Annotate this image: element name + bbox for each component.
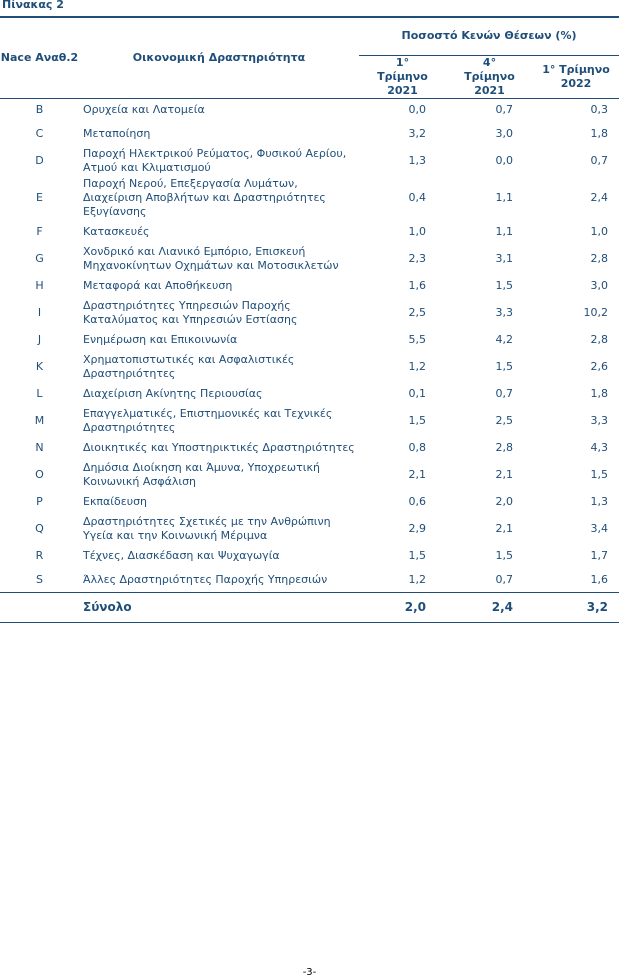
table-row [0, 98, 619, 122]
cell-code: P [36, 495, 43, 508]
cell-value-q1-2022: 1,6 [590, 572, 609, 586]
cell-value-q1-2021: 1,5 [408, 549, 426, 562]
cell-code: R [35, 549, 44, 562]
table-row [0, 122, 619, 146]
page-number: -3- [302, 967, 317, 978]
cell-value-q4-2021: 4,2 [495, 333, 513, 346]
cell-code: Q [35, 522, 44, 535]
cell-value-q1-2022: 1,0 [590, 225, 609, 238]
cell-value-q4-2021: 0,7 [495, 387, 513, 400]
cell-code-empty [0, 592, 79, 622]
cell-activity: Εκπαίδευση [83, 495, 148, 508]
cell-value-q1-2021: 3,2 [408, 127, 426, 140]
cell-activity: Παροχή Νερού, Επεξεργασία Λυμάτων, Διαχείριση Αποβλήτων και Δραστηριότητες Εξυγίανσης [83, 177, 326, 218]
cell-activity: Τέχνες, Διασκέδαση και Ψυχαγωγία [83, 549, 280, 562]
table-row [0, 406, 619, 436]
cell-value-q4-2021: 0,0 [495, 154, 513, 167]
cell-activity: Δραστηριότητες Υπηρεσιών Παροχής Καταλύματος και Υπηρεσιών Εστίασης [83, 299, 298, 326]
cell-code: I [37, 306, 42, 319]
cell-value-q1-2022: 1,7 [590, 549, 609, 562]
cell-code: J [37, 333, 42, 346]
cell-activity: Διοικητικές και Υποστηρικτικές Δραστηριότητες [83, 441, 355, 454]
cell-value-q1-2022: 2,4 [590, 191, 609, 204]
table-row [0, 568, 619, 592]
cell-value-q4-2021: 1,1 [495, 225, 513, 238]
cell-value-q1-2021: 1,2 [408, 360, 426, 373]
table-row [0, 460, 619, 490]
cell-value-q1-2022: 4,3 [590, 441, 609, 454]
cell-value-q1-2022: 1,8 [590, 387, 609, 400]
cell-activity: Δραστηριότητες Σχετικές με την Ανθρώπινη Υγεία και την Κοινωνική Μέριμνα [83, 515, 331, 542]
table-row [0, 382, 619, 406]
table-row [0, 220, 619, 244]
cell-value-q4-2021: 0,7 [495, 572, 513, 586]
cell-value-q4-2021: 3,0 [495, 127, 513, 140]
cell-value-q1-2021: 2,1 [408, 468, 426, 481]
vacancy-table [0, 16, 619, 623]
cell-value-q1-2022: 2,8 [590, 333, 609, 346]
cell-value-q4-2021: 2,5 [495, 414, 513, 427]
table-body [0, 98, 619, 622]
cell-value-q1-2022: 1,3 [590, 495, 609, 508]
cell-activity: Χονδρικό και Λιανικό Εμπόριο, Επισκευή Μηχανοκίνητων Οχημάτων και Μοτοσικλετών [83, 245, 339, 272]
table-row [0, 544, 619, 568]
cell-value-q4-2021: 2,8 [495, 441, 513, 454]
cell-code: K [35, 360, 44, 373]
cell-activity: Ενημέρωση και Επικοινωνία [83, 333, 238, 346]
cell-activity: Χρηματοπιστωτικές και Ασφαλιστικές Δραστηριότητες [83, 353, 295, 380]
total-q1-2021: 2,0 [359, 592, 446, 622]
cell-code: N [35, 441, 44, 454]
cell-code: L [36, 387, 43, 400]
cell-value-q1-2021: 1,5 [408, 414, 426, 427]
cell-code: O [35, 468, 44, 481]
cell-activity: Ορυχεία και Λατομεία [83, 103, 205, 117]
cell-code: B [35, 103, 44, 117]
cell-value-q4-2021: 1,5 [495, 360, 513, 373]
cell-code: H [35, 279, 44, 292]
table-row [0, 514, 619, 544]
cell-value-q4-2021: 2,1 [495, 468, 513, 481]
cell-value-q1-2021: 0,0 [408, 103, 426, 117]
cell-value-q1-2021: 1,6 [408, 279, 426, 292]
cell-value-q4-2021: 2,1 [495, 522, 513, 535]
cell-value-q1-2021: 2,3 [408, 252, 426, 265]
cell-value-q1-2022: 1,8 [590, 127, 609, 140]
cell-code: G [35, 252, 44, 265]
cell-activity: Μεταφορά και Αποθήκευση [83, 279, 233, 292]
table-row [0, 352, 619, 382]
cell-value-q1-2021: 1,3 [408, 154, 426, 167]
cell-value-q1-2021: 1,2 [408, 572, 426, 586]
cell-value-q1-2022: 3,4 [590, 522, 609, 535]
table-row [0, 244, 619, 274]
cell-value-q1-2021: 2,9 [408, 522, 426, 535]
cell-value-q4-2021: 3,1 [495, 252, 513, 265]
cell-value-q1-2021: 0,6 [408, 495, 426, 508]
cell-code: F [36, 225, 43, 238]
cell-activity: Επαγγελματικές, Επιστημονικές και Τεχνικές Δραστηριότητες [83, 407, 333, 434]
table-row [0, 176, 619, 220]
header-group-title: Ποσοστό Κενών Θέσεων (%) [359, 17, 619, 55]
cell-value-q1-2021: 2,5 [408, 306, 426, 319]
cell-code: M [34, 414, 45, 427]
cell-value-q1-2022: 2,8 [590, 252, 609, 265]
total-row [0, 592, 619, 622]
cell-value-q4-2021: 0,7 [495, 103, 513, 117]
cell-activity: Δημόσια Διοίκηση και Άμυνα, Υποχρεωτική Κοινωνική Ασφάλιση [83, 461, 320, 488]
table-row [0, 328, 619, 352]
total-q1-2022: 3,2 [533, 592, 619, 622]
table-row [0, 298, 619, 328]
cell-activity: Παροχή Ηλεκτρικού Ρεύματος, Φυσικού Αερίου, Ατμού και Κλιματισμού [83, 147, 347, 174]
cell-code: S [36, 572, 43, 586]
cell-value-q1-2022: 1,5 [590, 468, 609, 481]
cell-value-q4-2021: 3,3 [495, 306, 513, 319]
cell-code: D [35, 154, 44, 167]
total-label: Σύνολο [79, 592, 359, 622]
cell-value-q1-2022: 2,6 [590, 360, 609, 373]
table-row [0, 436, 619, 460]
header-period-2: 4° Τρίμηνο 2021 [446, 55, 533, 98]
cell-activity: Κατασκευές [83, 225, 150, 238]
cell-code: C [35, 127, 44, 140]
cell-value-q1-2021: 0,1 [408, 387, 426, 400]
cell-activity: Άλλες Δραστηριότητες Παροχής Υπηρεσιών [83, 572, 328, 586]
table-row [0, 274, 619, 298]
cell-value-q1-2022: 3,0 [590, 279, 609, 292]
cell-value-q4-2021: 1,1 [495, 191, 513, 204]
table-caption: Πίνακας 2 [2, 0, 64, 11]
cell-value-q1-2021: 0,4 [408, 191, 426, 204]
table-row [0, 146, 619, 176]
cell-activity: Μεταποίηση [83, 127, 151, 140]
cell-value-q4-2021: 1,5 [495, 549, 513, 562]
cell-value-q1-2021: 0,8 [408, 441, 426, 454]
cell-value-q1-2022: 3,3 [590, 414, 609, 427]
cell-value-q1-2021: 5,5 [408, 333, 426, 346]
total-q4-2021: 2,4 [446, 592, 533, 622]
cell-value-q4-2021: 1,5 [495, 279, 513, 292]
cell-value-q1-2022: 0,7 [590, 154, 609, 167]
header-activity: Οικονομική Δραστηριότητα [79, 17, 359, 98]
cell-value-q1-2022: 0,3 [590, 103, 609, 117]
cell-value-q1-2022: 10,2 [583, 306, 609, 319]
cell-activity: Διαχείριση Ακίνητης Περιουσίας [83, 387, 263, 400]
header-period-3: 1° Τρίμηνο 2022 [533, 55, 619, 98]
header-period-1: 1° Τρίμηνο 2021 [359, 55, 446, 98]
header-code: Nace Αναθ.2 [0, 17, 79, 98]
table-row [0, 490, 619, 514]
cell-value-q4-2021: 2,0 [495, 495, 513, 508]
cell-value-q1-2021: 1,0 [408, 225, 426, 238]
cell-code: E [36, 191, 43, 204]
